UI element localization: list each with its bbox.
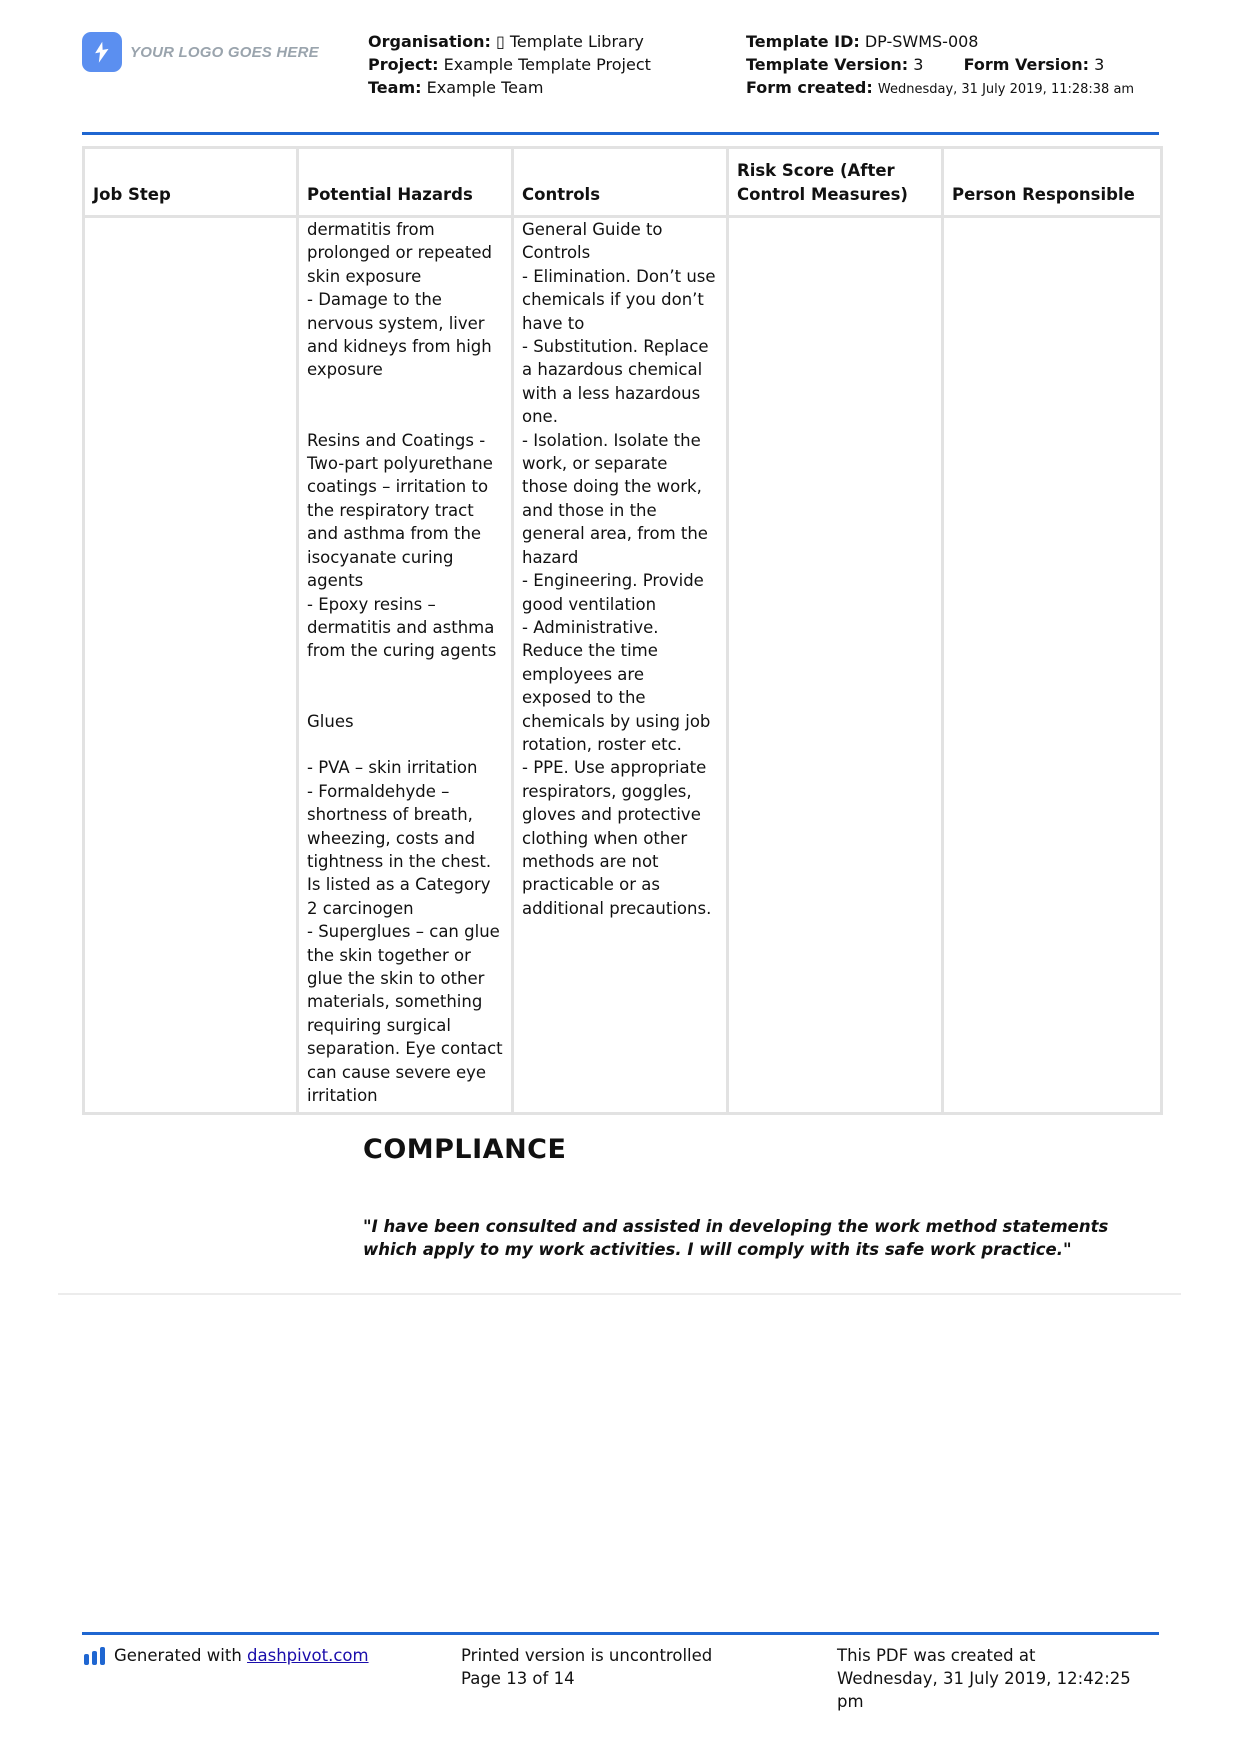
generated-prefix: Generated with — [114, 1646, 242, 1665]
organisation-line — [368, 30, 738, 53]
footer-print-info — [461, 1644, 712, 1690]
project-line — [368, 53, 738, 76]
template-version-value: 3 — [913, 55, 924, 74]
table-header-row — [84, 148, 1162, 217]
project-info — [368, 30, 738, 99]
form-created-label: Form created: — [746, 78, 873, 97]
team-label: Team: — [368, 78, 422, 97]
section-divider — [58, 1293, 1181, 1295]
created-timestamp: Wednesday, 31 July 2019, 12:42:25 pm — [837, 1669, 1131, 1711]
logo-text: YOUR LOGO GOES HERE — [130, 43, 319, 61]
header-divider — [82, 132, 1159, 135]
form-version-value: 3 — [1094, 55, 1105, 74]
cell-potential-hazards: dermatitis from prolonged or repeated skin exposure - Damage to the nervous system, liver and kidneys from high exposure Resins and Coatings - Two-part polyurethane coatings – irritation to the respiratory tract and asthma from the isocyanate curing agents - Epoxy resins – dermatitis and asthma from the curing agents Glues - PVA – skin irritation - Formaldehyde – shortness of breath, wheezing, costs and tightness in the chest. Is listed as a Category 2 carcinogen - Superglues – can glue the skin together or glue the skin to other materials, something requiring surgical separation. Eye contact can cause severe eye irritation — [298, 217, 513, 1114]
cell-risk-score — [728, 217, 943, 1114]
footer-created-info — [837, 1644, 1157, 1713]
column-header-potential-hazards: Potential Hazards — [298, 148, 513, 217]
form-version-label: Form Version: — [963, 55, 1090, 74]
column-header-risk-score: Risk Score (After Control Measures) — [728, 148, 943, 217]
company-logo — [82, 32, 319, 72]
column-header-person-responsible: Person Responsible — [943, 148, 1162, 217]
page-header — [82, 30, 1162, 130]
compliance-statement: "I have been consulted and assisted in developing the work method statements which apply to my work activities. I will comply with its safe work practice." — [363, 1217, 1109, 1259]
template-info — [746, 30, 1166, 101]
compliance-section — [363, 1134, 1163, 1261]
compliance-heading: COMPLIANCE — [363, 1134, 567, 1165]
template-id-label: Template ID: — [746, 32, 860, 51]
table-row — [84, 217, 1162, 1114]
project-value: Example Template Project — [443, 55, 651, 74]
form-created-value: Wednesday, 31 July 2019, 11:28:38 am — [877, 82, 1135, 97]
template-id-line — [746, 30, 1166, 53]
cell-person-responsible — [943, 217, 1162, 1114]
dashpivot-icon — [84, 1647, 106, 1665]
created-prefix: This PDF was created at — [837, 1646, 1036, 1665]
column-header-controls: Controls — [513, 148, 728, 217]
dashpivot-link[interactable]: dashpivot.com — [247, 1646, 369, 1665]
team-line — [368, 76, 738, 99]
column-header-job-step: Job Step — [84, 148, 298, 217]
template-version-label: Template Version: — [746, 55, 909, 74]
organisation-label: Organisation: — [368, 32, 491, 51]
swms-table — [82, 146, 1163, 1115]
version-line — [746, 53, 1166, 76]
team-value: Example Team — [426, 78, 544, 97]
printed-notice: Printed version is uncontrolled — [461, 1646, 713, 1665]
logo-icon — [82, 32, 122, 72]
cell-controls: General Guide to Controls - Elimination. Don’t use chemicals if you don’t have to - Substitution. Replace a hazardous chemical with a less hazardous one. - Isolation. Isolate the work, or separate those doing the work, and those in the general area, from the hazard - Engineering. Provide good ventilation - Administrative. Reduce the time employees are exposed to the chemicals by using job rotation, roster etc. - PPE. Use appropriate respirators, goggles, gloves and protective clothing when other methods are not practicable or as additional precautions. — [513, 217, 728, 1114]
footer-generated — [84, 1644, 369, 1667]
cell-job-step — [84, 217, 298, 1114]
organisation-value: ▯ Template Library — [495, 32, 644, 51]
project-label: Project: — [368, 55, 439, 74]
template-id-value: DP-SWMS-008 — [864, 32, 979, 51]
footer-divider — [82, 1632, 1159, 1635]
page-number: Page 13 of 14 — [461, 1669, 575, 1688]
form-created-line — [746, 76, 1166, 101]
